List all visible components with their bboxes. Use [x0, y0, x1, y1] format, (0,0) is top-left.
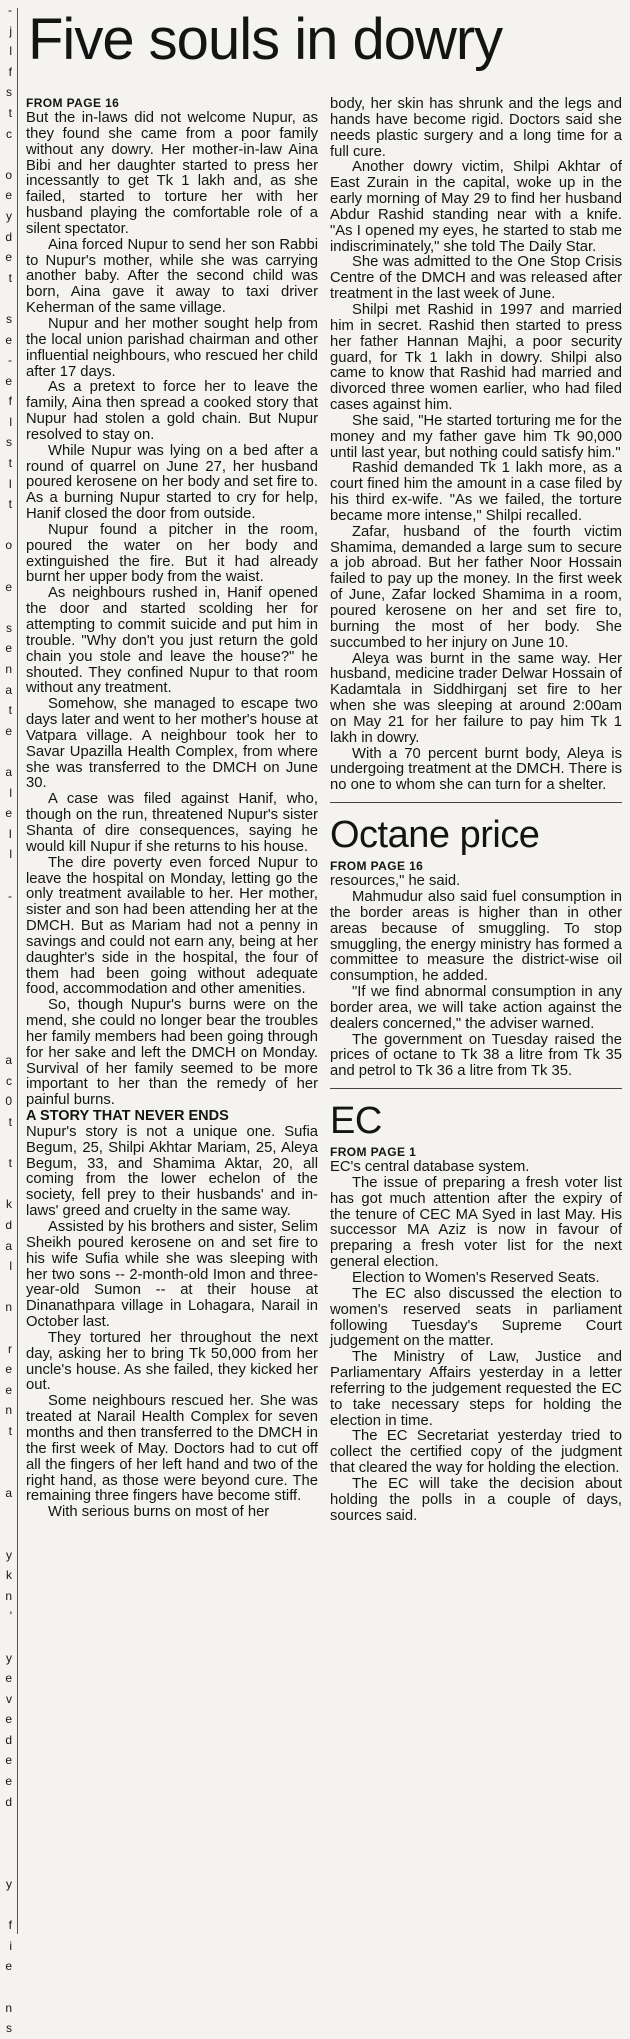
- clipped-glyph: [0, 1174, 13, 1195]
- clipped-glyph: t: [8, 1156, 12, 1171]
- paragraph: Zafar, husband of the fourth victim Shamima, demanded a large sum to secure a job abroad. But her father Noor Hossain failed to pay up the money. In the first week of June, Zafar locked Shamima in a room, poured kerosene on her and set fire to, burning the most of her body. She succumbed to her injury on June 10.: [330, 523, 622, 651]
- paragraph: With a 70 percent burnt body, Aleya is undergoing treatment at the DMCH. There is no one to whom she can turn for a shelter.: [330, 745, 622, 794]
- paragraph: Somehow, she managed to escape two days later and went to her mother's house at Vatpara village. A neighbour took her to Savar Upazilla Health Complex, from where she was transferred to the DMCH on June 30.: [26, 696, 318, 792]
- paragraph: Aleya was burnt in the same way. Her husband, medicine trader Delwar Hossain of Kadamtala in Siddhirganj set fire to her when she was sleeping at around 2:00am on May 21 for her failure to pay him Tk 1 lakh in dowry.: [330, 650, 622, 746]
- clipped-glyph: s: [6, 311, 12, 326]
- clipped-glyph: y: [6, 1547, 12, 1562]
- clipped-glyph: [0, 1030, 13, 1051]
- clipped-glyph: [0, 865, 13, 886]
- story-divider: [330, 1088, 622, 1089]
- paragraph: The EC Secretariat yesterday tried to collect the certified copy of the judgment that cleared the way for holding the election.: [330, 1428, 622, 1477]
- paragraph: As a pretext to force her to leave the family, Aina then spread a cooked story that Nupur had stolen a gold chain. But Nupur resolved to stay on.: [26, 379, 318, 443]
- clipped-glyph: a: [5, 1485, 12, 1500]
- main-story-column-1: [26, 96, 318, 1521]
- paragraph: Nupur and her mother sought help from the local union parishad chairman and other influential neighbours, who rescued her child after 17 days.: [26, 315, 319, 380]
- clipped-glyph: e: [5, 723, 12, 738]
- clipped-glyph: [0, 1853, 13, 1874]
- clipped-glyph: [0, 1627, 13, 1648]
- clipped-glyph: [0, 1895, 13, 1916]
- paragraph: EC's central database system.: [330, 1159, 530, 1176]
- clipped-glyph: s: [6, 435, 12, 450]
- clipped-glyph: e: [5, 579, 12, 594]
- clipped-glyph: I: [8, 476, 12, 491]
- paragraph: While Nupur was lying on a bed after a round of quarrel on June 27, her husband poured kerosene on her body and set fire to. As a burning Nupur started to cry for help, Hanif closed the door from outside.: [26, 442, 318, 523]
- clipped-glyph: a: [5, 764, 12, 779]
- clipped-glyph: f: [8, 394, 12, 409]
- clipped-glyph: a: [5, 1053, 12, 1068]
- clipped-glyph: y: [6, 1650, 12, 1665]
- clipped-glyph: [0, 556, 13, 577]
- paragraph: She was admitted to the One Stop Crisis Centre of the DMCH and was released after treatment in the last week of June.: [330, 254, 622, 303]
- clipped-glyph: [0, 144, 13, 165]
- clipped-glyph: j: [9, 23, 12, 38]
- paragraph: With serious burns on most of her: [48, 1504, 270, 1521]
- paragraph: Election to Women's Reserved Seats.: [352, 1270, 600, 1286]
- paragraph: Some neighbours rescued her. She was treated at Narail Health Complex for seven months and then transferred to the DMCH in the first week of May. Doctors had to cut off all the fingers of her left hand and two of the right hand, as those were beyond cure. The remaining three fingers have become stiff.: [26, 1393, 318, 1505]
- clipped-glyph: l: [9, 785, 12, 800]
- story-divider: [330, 802, 622, 803]
- clipped-glyph: e: [5, 332, 12, 347]
- clipped-glyph: s: [6, 620, 12, 635]
- paragraph: resources," he said.: [330, 873, 461, 890]
- clipped-glyph: [0, 1524, 13, 1545]
- clipped-glyph: [0, 1503, 13, 1524]
- paragraph: Assisted by his brothers and sister, Selim Sheikh poured kerosene on and set fire to his wife Sufia while she was sleeping with her two sons -- 2-month-old Imon and three-year-old Sumon -- at their house at Dinanathpara village in Lohagara, Narail in October last.: [26, 1219, 318, 1331]
- clipped-glyph: n: [5, 2000, 12, 2015]
- clipped-glyph: d: [5, 229, 12, 244]
- clipped-glyph: c: [6, 1073, 12, 1088]
- clipped-glyph: ': [9, 1609, 12, 1624]
- clipped-glyph: a: [5, 682, 12, 697]
- clipped-glyph: [0, 968, 13, 989]
- paragraph: Nupur's story is not a unique one. Sufia Begum, 25, Shilpi Akhtar Mariam, 25, Aleya Begum, 33, and Shamima Aktar, 20, all coming from the lower echelon of the society, fell prey to their husbands' and in-laws' greed and cruelty in the same way.: [26, 1123, 318, 1220]
- clipped-glyph: [0, 288, 13, 309]
- clipped-glyph: e: [5, 1959, 12, 1974]
- clipped-glyph: [0, 1977, 13, 1998]
- clipped-glyph: I: [8, 826, 12, 841]
- column-divider: [17, 8, 18, 1934]
- paragraph: A case was filed against Hanif, who, though on the run, threatened Nupur's sister Shanta of dire consequences, saying he would kill Nupur if she returns to his house.: [26, 791, 318, 855]
- jump-line: FROM PAGE 16: [26, 96, 120, 110]
- clipped-glyph: n: [5, 1403, 12, 1418]
- clipped-glyph: i: [9, 1938, 12, 1953]
- clipped-glyph: r: [8, 1341, 12, 1356]
- clipped-glyph: [0, 947, 13, 968]
- clipped-glyph: e: [5, 373, 12, 388]
- paragraph: body, her skin has shrunk and the legs and hands have become rigid. Doctors said she needs plastic surgery and a long time for a full cure.: [330, 96, 622, 160]
- clipped-glyph: [0, 906, 13, 927]
- clipped-glyph: l: [9, 1259, 12, 1274]
- clipped-glyph: t: [8, 497, 12, 512]
- main-headline: Five souls in dowry: [28, 7, 503, 72]
- clipped-glyph: [0, 1009, 13, 1030]
- clipped-glyph: t: [8, 1115, 12, 1130]
- paragraph: The issue of preparing a fresh voter list has got much attention after the expiry of the tenure of CEC MA Syed in last May. His successor MA Aziz is now in favour of preparing a fresh voter list for the next general election.: [330, 1174, 622, 1271]
- clipped-glyph: f: [8, 64, 12, 79]
- clipped-glyph: e: [5, 1774, 12, 1789]
- clipped-glyph: k: [6, 1197, 12, 1212]
- clipped-glyph: l: [9, 414, 12, 429]
- subheading: A STORY THAT NEVER ENDS: [26, 1108, 229, 1125]
- clipped-glyph: [0, 597, 13, 618]
- clipped-glyph: e: [5, 1753, 12, 1768]
- clipped-glyph: [0, 927, 13, 948]
- clipped-glyph: t: [8, 456, 12, 471]
- clipped-glyph: s: [6, 85, 12, 100]
- clipped-glyph: y: [6, 208, 12, 223]
- jump-line: FROM PAGE 16: [330, 859, 424, 874]
- clipped-glyph: n: [5, 1300, 12, 1315]
- paragraph: The dire poverty even forced Nupur to leave the hospital on Monday, letting go the only treatment available to her. Her mother, sister and son had been attending her at the DMCH. But as Mariam had not a penny in savings and could not earn any, being at her daughter's side in the hospital, the four of them had been going without adequate food, accommodation and other amenities.: [26, 854, 318, 998]
- clipped-glyph: 0: [5, 1094, 12, 1109]
- clipped-glyph: -: [8, 353, 12, 368]
- paragraph: She said, "He started torturing me for the money and my father gave him Tk 90,000 until last year, but nothing could satisfy him.": [330, 412, 622, 461]
- paragraph: So, though Nupur's burns were on the mend, she could no longer bear the troubles her family members had been going through for her sake and left the DMCH on Monday. Survival of her family seemed to be more important to her than the remedy of her painful burns.: [26, 997, 318, 1109]
- paragraph: The government on Tuesday raised the prices of octane to Tk 38 a litre from Tk 35 and petrol to Tk 36 a litre from Tk 35.: [330, 1031, 622, 1080]
- clipped-glyph: [0, 1277, 13, 1298]
- clipped-glyph: y: [6, 1877, 12, 1892]
- clipped-glyph: n: [5, 1588, 12, 1603]
- clipped-glyph: f: [8, 1918, 12, 1933]
- clipped-glyph: [0, 515, 13, 536]
- paragraph: The Ministry of Law, Justice and Parliamentary Affairs yesterday in a letter referring to the judgement requested the EC to take necessary steps for holding the election in time.: [330, 1349, 622, 1429]
- paragraph: Shilpi met Rashid in 1997 and married him in secret. Rashid then started to press her father Hannan Majhi, a poor security guard, for Tk 1 lakh in dowry. Shilpi also came to know that Rashid had married and divorced three women earlier, who had filed cases against him.: [330, 301, 622, 414]
- clipped-glyph: s: [6, 2021, 12, 2036]
- clipped-glyph: [0, 1812, 13, 1833]
- paragraph: As neighbours rushed in, Hanif opened the door and started scolding her for attempting to commit suicide and put him in trouble. "Why don't you just return the gold chain you stole and leave the house?" he shouted. They confined Nupur to that room without any treatment.: [26, 585, 318, 697]
- clipped-glyph: e: [5, 1671, 12, 1686]
- jump-line: FROM PAGE 1: [330, 1145, 417, 1160]
- paragraph: Nupur found a pitcher in the room, poured the water on her body and extinguished the fire. But it had already burnt her upper body from the waist.: [26, 521, 318, 586]
- clipped-glyph: [0, 989, 13, 1010]
- clipped-glyph: [0, 741, 13, 762]
- clipped-glyph: [0, 1442, 13, 1463]
- clipped-glyph: e: [5, 250, 12, 265]
- clipped-glyph: t: [8, 105, 12, 120]
- paragraph: Aina forced Nupur to send her son Rabbi to Nupur's mother, while she was carrying another baby. After the second child was born, Aina gave it away to taxi driver Keherman of the same village.: [26, 236, 318, 317]
- clipped-glyph: e: [5, 1382, 12, 1397]
- paragraph: They tortured her throughout the next day, asking her to bring Tk 50,000 from her uncle's house. As she failed, they kicked her out.: [26, 1329, 318, 1394]
- clipped-glyph: e: [5, 188, 12, 203]
- clipped-glyph: [0, 1318, 13, 1339]
- clipped-glyph: t: [8, 703, 12, 718]
- clipped-glyph: -: [8, 3, 12, 17]
- clipped-glyph: d: [5, 1732, 12, 1747]
- paragraph: But the in-laws did not welcome Nupur, as they found she came from a poor family without any dowry. Her mother-in-law Aina Bibi and her daughter started to press her incessantly to get Tk 1 lakh and, as she failed, started to torture her with her husband playing the comfortable role of a silent spectator.: [26, 110, 318, 237]
- clipped-glyph: c: [6, 126, 12, 141]
- clipped-glyph: [0, 1462, 13, 1483]
- clipped-glyph: d: [5, 1218, 12, 1233]
- clipped-glyph: n: [5, 662, 12, 676]
- clipped-glyph: d: [5, 1794, 12, 1809]
- clipped-glyph: [0, 1833, 13, 1854]
- paragraph: The EC will take the decision about holding the polls in a couple of days, sources said.: [330, 1475, 622, 1524]
- clipped-glyph: e: [5, 1712, 12, 1727]
- clipped-glyph: v: [6, 1691, 12, 1706]
- clipped-glyph: k: [6, 1568, 12, 1583]
- octane-story-title: Octane price: [330, 814, 540, 857]
- clipped-glyph: a: [5, 1238, 12, 1253]
- adjacent-column-clipped-text: [0, 0, 13, 2036]
- paragraph: Rashid demanded Tk 1 lakh more, as a court fined him the amount in a case filed by his third ex-wife. "As we failed, the torture became more intense," Shilpi recalled.: [330, 460, 622, 524]
- clipped-glyph: t: [8, 270, 12, 285]
- clipped-glyph: l: [9, 847, 12, 862]
- clipped-glyph: e: [5, 641, 12, 656]
- clipped-glyph: l: [9, 44, 12, 59]
- clipped-glyph: e: [5, 806, 12, 821]
- clipped-glyph: [0, 1133, 13, 1154]
- ec-story-title: EC: [330, 1100, 382, 1143]
- paragraph: "If we find abnormal consumption in any border area, we will take action against the dealers concerned," the adviser warned.: [330, 984, 622, 1032]
- clipped-glyph: -: [8, 888, 12, 903]
- clipped-glyph: o: [5, 167, 12, 182]
- paragraph: Mahmudur also said fuel consumption in the border areas is higher than in other areas because of smuggling. To stop smuggling, the energy ministry has formed a committee to measure the district-wise oil consumption, he added.: [330, 888, 622, 985]
- clipped-glyph: t: [8, 1423, 12, 1438]
- clipped-glyph: o: [5, 538, 12, 553]
- paragraph: The EC also discussed the election to women's reserved seats in parliament following Tuesday's Supreme Court judgement on the matter.: [330, 1285, 622, 1350]
- main-story-column-2: [330, 97, 622, 1525]
- paragraph: Another dowry victim, Shilpi Akhtar of East Zurain in the capital, woke up in the early morning of May 29 to find her husband Abdur Rashid standing near with a knife. "As I opened my eyes, he started to stab me indiscriminately," she told The Daily Star.: [330, 159, 622, 255]
- clipped-glyph: e: [5, 1362, 12, 1377]
